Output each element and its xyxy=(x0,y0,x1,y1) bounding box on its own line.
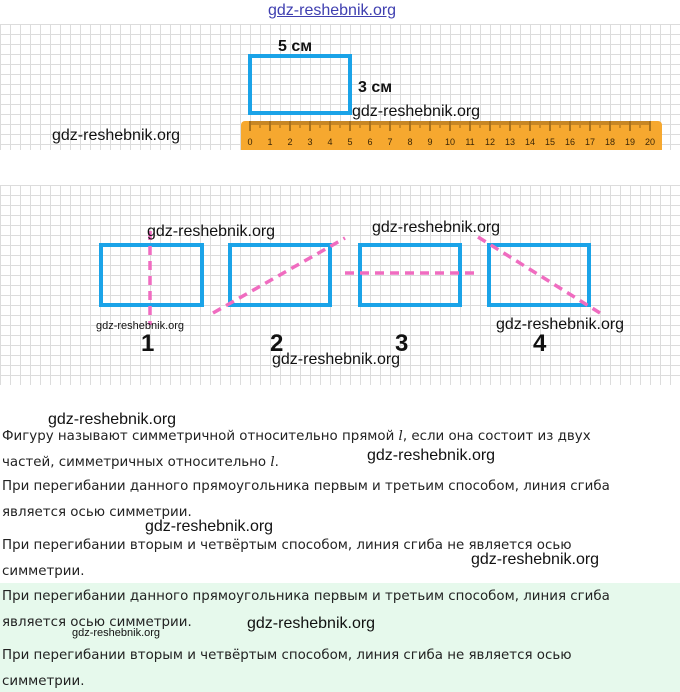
figure-1-rectangle xyxy=(250,56,350,113)
answer-line-2: является осью симметрии. xyxy=(2,615,192,630)
ruler-label: 11 xyxy=(465,137,475,147)
ruler-label: 17 xyxy=(584,137,596,147)
option-4-fold-line xyxy=(478,237,600,313)
ruler-label: 12 xyxy=(484,137,496,147)
ruler-label: 18 xyxy=(604,137,616,147)
ruler-label: 2 xyxy=(287,137,293,147)
width-label: 5 см xyxy=(278,38,313,55)
watermark-top[interactable]: gdz-reshebnik.org xyxy=(268,2,397,19)
ruler-label: 10 xyxy=(444,137,456,147)
watermark: gdz-reshebnik.org xyxy=(72,627,161,639)
paragraph-3-line-1: При перегибании вторым и четвёртым способом, линия сгиба не является осью xyxy=(2,538,572,553)
answer-line-1: При перегибании данного прямоугольника первым и третьим способом, линия сгиба xyxy=(2,589,610,604)
watermark: gdz-reshebnik.org xyxy=(272,351,401,368)
ruler-label: 13 xyxy=(504,137,516,147)
ruler-label: 7 xyxy=(387,137,393,147)
definition-text-a: Фигуру называют симметричной относительно прямой xyxy=(2,429,399,444)
watermark: gdz-reshebnik.org xyxy=(247,615,376,632)
option-2-label: 2 xyxy=(270,330,284,357)
ruler-label: 19 xyxy=(624,137,636,147)
paragraph-3-line-2: симметрии. xyxy=(2,564,85,579)
watermark: gdz-reshebnik.org xyxy=(147,223,276,240)
ruler-scale xyxy=(241,121,662,150)
option-4-label: 4 xyxy=(533,330,547,357)
watermark: gdz-reshebnik.org xyxy=(48,411,177,428)
ruler-label: 8 xyxy=(407,137,413,147)
ruler-label: 15 xyxy=(544,137,556,147)
watermark: gdz-reshebnik.org xyxy=(352,103,481,120)
definition-period: . xyxy=(274,455,279,470)
option-2-fold-line xyxy=(213,238,345,313)
ruler-label: 3 xyxy=(307,137,313,147)
watermark: gdz-reshebnik.org xyxy=(471,551,600,568)
ruler-label: 5 xyxy=(347,137,353,147)
watermark: gdz-reshebnik.org xyxy=(367,447,496,464)
definition-text-c: частей, симметричных относительно xyxy=(2,455,271,470)
ruler xyxy=(241,121,662,150)
paragraph-2-line-1: При перегибании данного прямоугольника первым и третьим способом, линия сгиба xyxy=(2,479,610,494)
watermark: gdz-reshebnik.org xyxy=(496,316,625,333)
line-symbol: l xyxy=(398,429,403,444)
ruler-label: 6 xyxy=(367,137,373,147)
ruler-label: 9 xyxy=(427,137,433,147)
option-1-label: 1 xyxy=(141,330,155,357)
ruler-label: 1 xyxy=(267,137,273,147)
option-3-rectangle xyxy=(360,245,460,305)
line-symbol: l xyxy=(270,455,275,470)
watermark: gdz-reshebnik.org xyxy=(145,518,274,535)
ruler-label: 20 xyxy=(644,137,656,147)
ruler-label: 16 xyxy=(564,137,576,147)
answer-line-4: симметрии. xyxy=(2,674,85,689)
answer-line-3: При перегибании вторым и четвёртым способом, линия сгиба не является осью xyxy=(2,648,572,663)
watermark: gdz-reshebnik.org xyxy=(52,127,181,144)
height-label: 3 см xyxy=(358,79,393,96)
watermark: gdz-reshebnik.org xyxy=(96,320,185,332)
option-3-label: 3 xyxy=(395,330,409,357)
ruler-label: 14 xyxy=(524,137,536,147)
paragraph-2-line-2: является осью симметрии. xyxy=(2,505,192,520)
definition-text-b: , если она состоит из двух xyxy=(402,429,591,444)
definition-line-2 xyxy=(2,450,279,476)
watermark: gdz-reshebnik.org xyxy=(372,219,501,236)
ruler-label: 0 xyxy=(247,137,253,147)
ruler-label: 4 xyxy=(327,137,333,147)
